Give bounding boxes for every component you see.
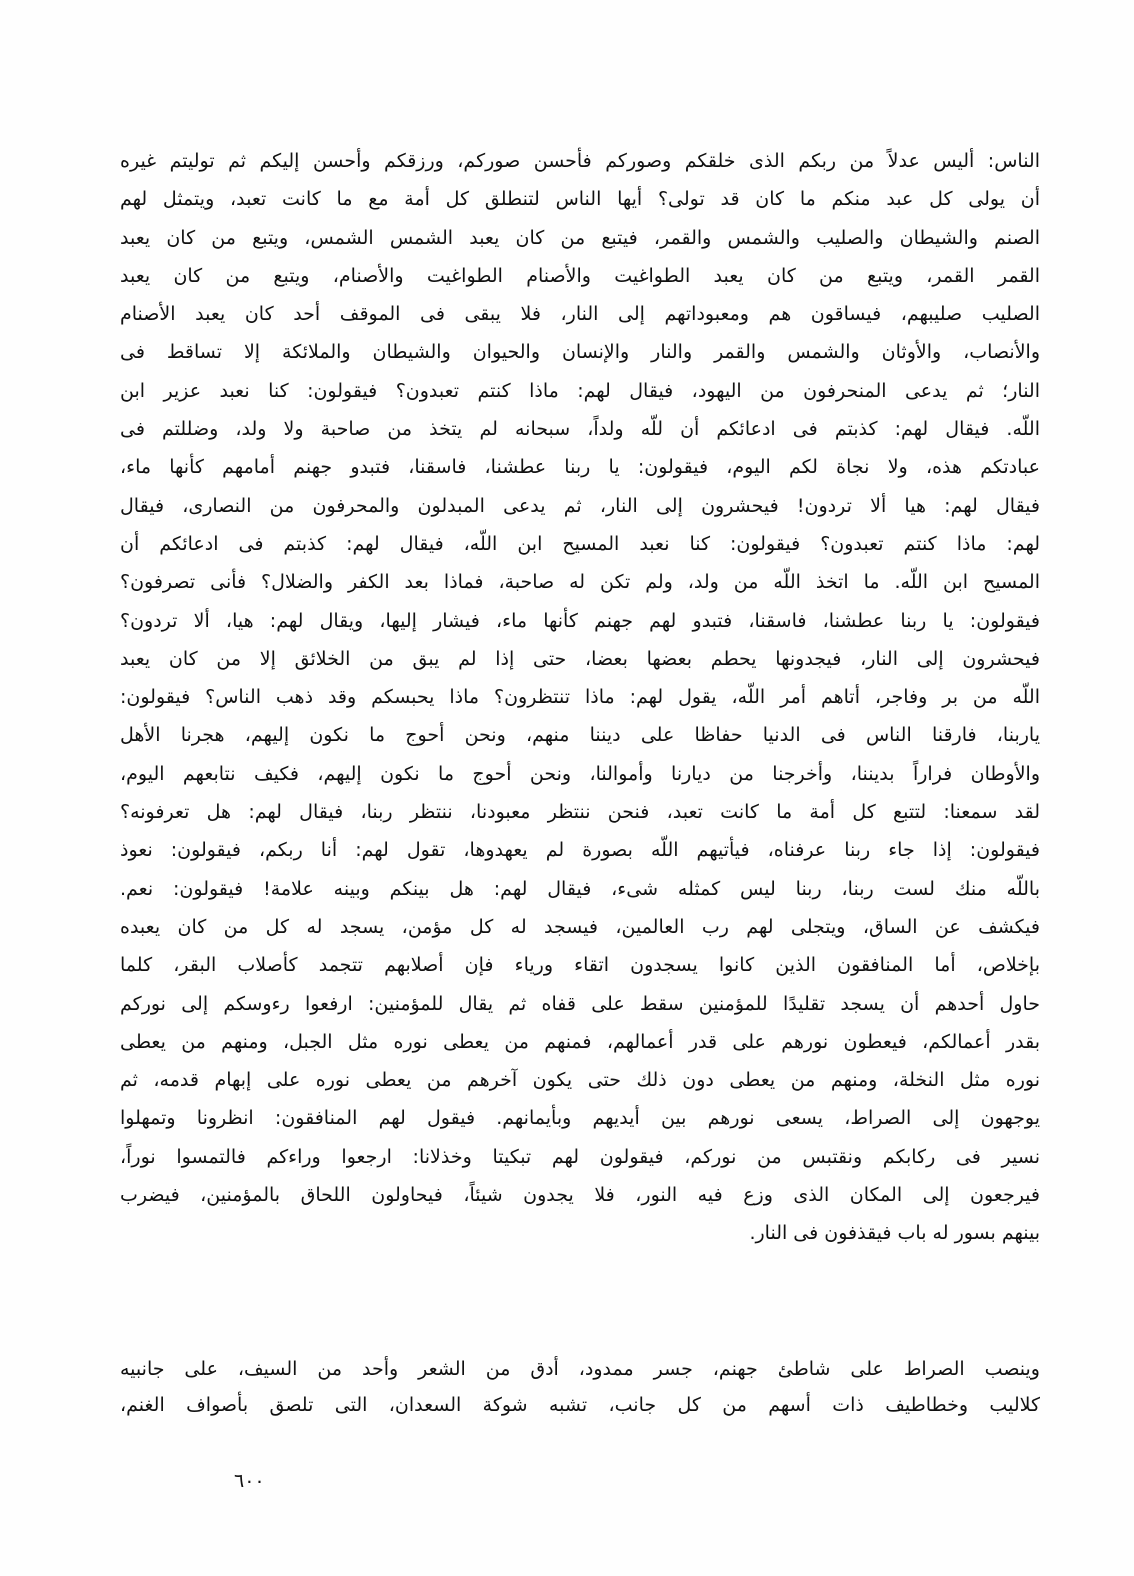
text-line: أن يولى كل عبد منكم ما كان قد تولى؟ أيها الناس لتنطلق كل أمة مع ما كانت تعبد، ويتمثل لهم: [120, 188, 1040, 211]
text-line: فيقولون: يا ربنا عطشنا، فاسقنا، فتبدو لهم جهنم كأنها ماء، فيشار إليها، ويقال لهم: هيا، ألا تردون؟: [120, 609, 1040, 632]
text-line: عبادتكم هذه، ولا نجاة لكم اليوم، فيقولون: يا ربنا عطشنا، فاسقنا، فتبدو جهنم أمامهم كأنها ماء،: [120, 456, 1040, 479]
body-paragraph-1: [120, 142, 1040, 1253]
text-line: باللّه منك لست ربنا، ربنا ليس كمثله شىء، فيقال لهم: هل بينكم وبينه علامة! فيقولون: نعم.: [120, 877, 1040, 900]
text-line: وينصب الصراط على شاطئ جهنم، جسر ممدود، أدق من الشعر وأحد من السيف، على جانبيه: [120, 1358, 1040, 1380]
text-line: فيقال لهم: هيا ألا تردون! فيحشرون إلى النار، ثم يدعى المبدلون والمحرفون من النصارى، فيقال: [120, 494, 1040, 517]
text-line: بإخلاص، أما المنافقون الذين كانوا يسجدون اتقاء ورياء فإن أصلابهم تتجمد كأصلاب البقر، كلما: [120, 954, 1040, 977]
text-line: اللّه من بر وفاجر، أتاهم أمر اللّه، يقول لهم: ماذا تنتظرون؟ ماذا يحبسكم وقد ذهب الناس؟ فيقولون:: [120, 686, 1040, 709]
text-line: والأوطان فراراً بديننا، وأخرجنا من ديارنا وأموالنا، ونحن أحوج ما نكون إليهم، فكيف نتابعهم اليوم،: [120, 762, 1040, 785]
text-line: كلاليب وخطاطيف ذات أسهم من كل جانب، تشبه شوكة السعدان، التى تلصق بأصواف الغنم،: [120, 1394, 1040, 1416]
text-line: حاول أحدهم أن يسجد تقليدًا للمؤمنين سقط على قفاه ثم يقال للمؤمنين: ارفعوا رءوسكم إلى نوركم: [120, 992, 1040, 1015]
text-line: الصليب صليبهم، فيساقون هم ومعبوداتهم إلى النار، فلا يبقى فى الموقف أحد كان يعبد الأصنام: [120, 303, 1040, 326]
text-line: لقد سمعنا: لتتبع كل أمة ما كانت تعبد، فنحن ننتظر معبودنا، ننتظر ربنا، فيقال لهم: هل تعرفونه؟: [120, 801, 1040, 824]
text-line: فيرجعون إلى المكان الذى وزع فيه النور، فلا يجدون شيئاً، فيحاولون اللحاق بالمؤمنين، فيضرب: [120, 1184, 1040, 1207]
text-line: اللّه. فيقال لهم: كذبتم فى ادعائكم أن للّه ولداً، سبحانه لم يتخذ من صاحبة ولا ولد، وضللتم فى: [120, 418, 1040, 441]
text-line: بينهم بسور له باب فيقذفون فى النار.: [749, 1222, 1040, 1245]
text-line: يوجهون إلى الصراط، يسعى نورهم بين أيديهم وبأيمانهم. فيقول لهم المنافقون: انظرونا وتمهلوا: [120, 1107, 1040, 1130]
text-line: فيحشرون إلى النار، فيجدونها يحطم بعضها بعضا، حتى إذا لم يبق من الخلائق إلا من كان يعبد: [120, 647, 1040, 670]
text-line: النار؛ ثم يدعى المنحرفون من اليهود، فيقال لهم: ماذا كنتم تعبدون؟ فيقولون: كنا نعبد عزير ابن: [120, 379, 1040, 402]
page-number: ٦٠٠: [234, 1470, 265, 1492]
body-paragraph-2: [120, 1351, 1040, 1423]
text-line: نسير فى ركابكم ونقتبس من نوركم، فيقولون لهم تبكيتا وخذلانا: ارجعوا وراءكم فالتمسوا نوراً،: [120, 1145, 1040, 1168]
text-line: الصنم والشيطان والصليب والشمس والقمر، فيتبع من كان يعبد الشمس الشمس، ويتبع من كان يعبد: [120, 226, 1040, 249]
text-line: المسيح ابن اللّه. ما اتخذ اللّه من ولد، ولم تكن له صاحبة، فماذا بعد الكفر والضلال؟ فأنى تصرفون؟: [120, 571, 1040, 594]
text-line: بقدر أعمالكم، فيعطون نورهم على قدر أعمالهم، فمنهم من يعطى نوره مثل الجبل، ومنهم من يعطى: [120, 1030, 1040, 1053]
text-line: ياربنا، فارقنا الناس فى الدنيا حفاظا على ديننا منهم، ونحن أحوج ما نكون إليهم، هجرنا الأهل: [120, 724, 1040, 747]
text-line: لهم: ماذا كنتم تعبدون؟ فيقولون: كنا نعبد المسيح ابن اللّه، فيقال لهم: كذبتم فى ادعائكم أن: [120, 532, 1040, 555]
text-line: الناس: أليس عدلاً من ربكم الذى خلقكم وصوركم فأحسن صوركم، ورزقكم وأحسن إليكم ثم توليتم غيره: [120, 150, 1040, 172]
text-line: القمر القمر، ويتبع من كان يعبد الطواغيت والأصنام الطواغيت والأصنام، ويتبع من كان يعبد: [120, 264, 1040, 287]
text-line: نوره مثل النخلة، ومنهم من يعطى دون ذلك حتى يكون آخرهم من يعطى نوره على إبهام قدمه، ثم: [120, 1069, 1040, 1092]
text-line: والأنصاب، والأوثان والشمس والقمر والنار والإنسان والحيوان والشيطان والملائكة إلا تساقط فى: [120, 341, 1040, 364]
text-line: فيقولون: إذا جاء ربنا عرفناه، فيأتيهم اللّه بصورة لم يعهدوها، تقول لهم: أنا ربكم، فيقولون: نعوذ: [120, 839, 1040, 862]
text-line: فيكشف عن الساق، ويتجلى لهم رب العالمين، فيسجد له كل مؤمن، يسجد له كل من كان يعبده: [120, 915, 1040, 938]
